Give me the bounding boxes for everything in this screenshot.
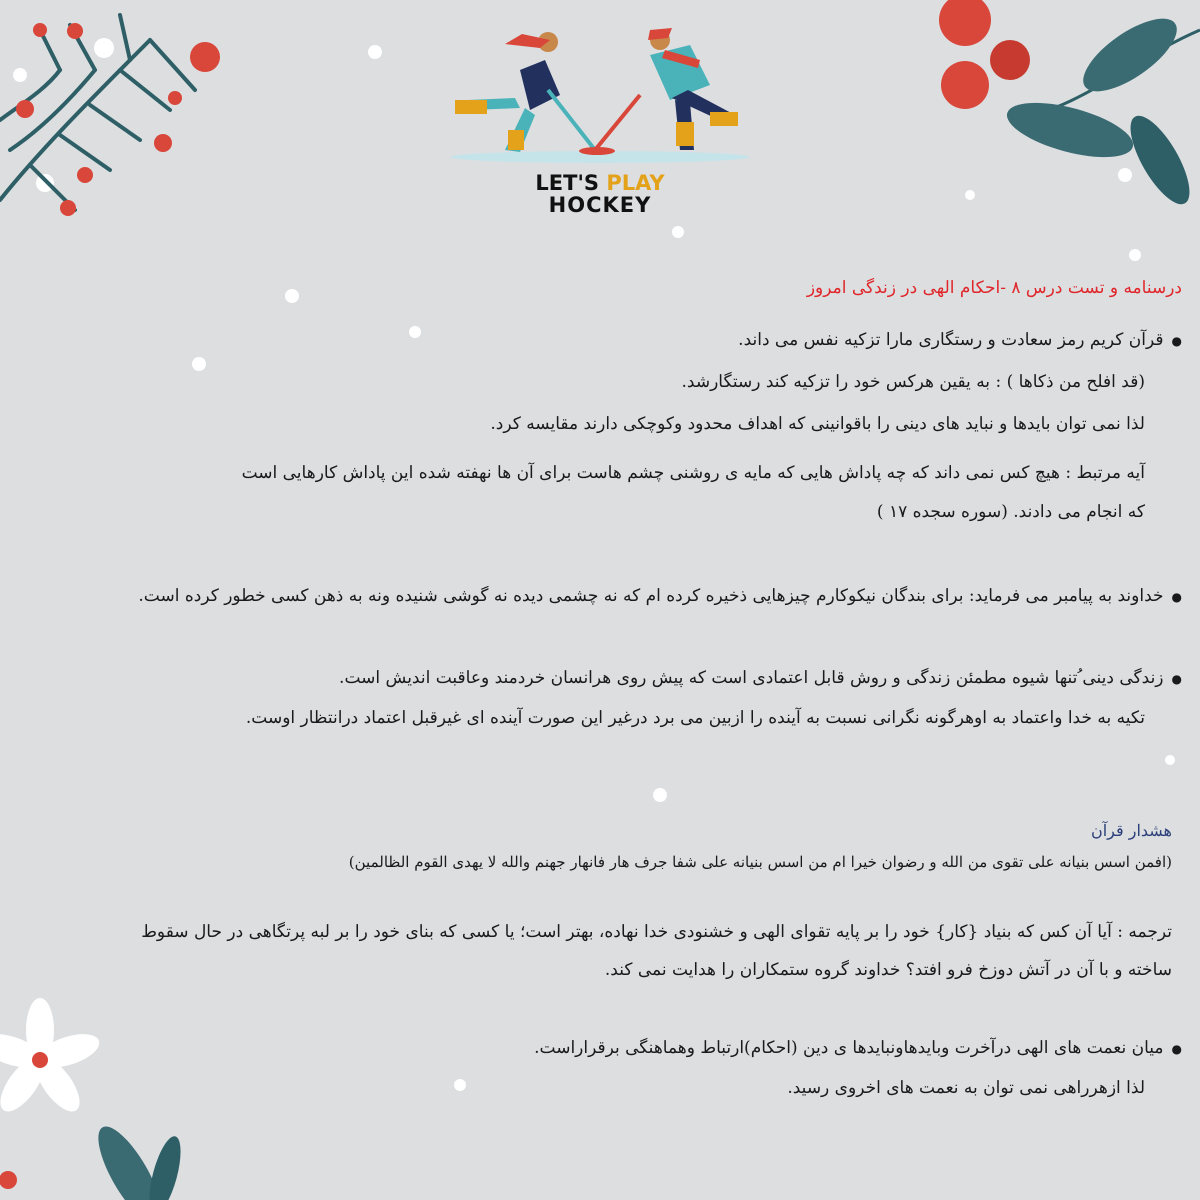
section1-line5: که انجام می دادند. (سوره سجده ۱۷ ) [876, 502, 1145, 522]
section1-line1: ● قرآن کریم رمز سعادت و رستگاری مارا تزکیه نفس می داند. [20, 328, 1182, 354]
logo-play: PLAY [606, 171, 665, 195]
section3-line2: تکیه به خدا واعتماد به اوهرگونه نگرانی نسبت به آینده را ازبین می برد درغیر این صورت آینده ای غیرقبل اعتماد درانتظار اوست. [245, 708, 1145, 728]
quran-verse: (افمن اسس بنیانه علی تقوی من الله و رضوان خیرا ام من اسس بنیانه علی شفا جرف هار فانهار جهنم والله لا یهدی القوم الظالمین) [348, 853, 1172, 871]
section1-line4: آیه مرتبط : هیچ کس نمی داند که چه پاداش هایی که مایه ی روشنی چشم هاست برای آن ها نهفته شده این پاداش کارهایی است [241, 463, 1145, 483]
warning-heading: هشدار قرآن [1090, 821, 1172, 840]
section4-line2: لذا ازهرراهی نمی توان به نعمت های اخروی رسید. [787, 1078, 1145, 1098]
translation-line2: ساخته و با آن در آتش دوزخ فرو افتد؟ خداوند گروه ستمکاران را هدایت نمی کند. [604, 960, 1172, 980]
document-title: درسنامه و تست درس ۸ -احکام الهی در زندگی امروز [806, 278, 1182, 298]
section3-line1: ● زندگی دینی ُتنها شیوه مطمئن زندگی و روش قابل اعتمادی است که پیش روی هرانسان خردمند وعاقبت اندیش است. [20, 666, 1182, 692]
section2-line1: ● خداوند به پیامبر می فرماید: برای بندگان نیکوکارم چیزهایی ذخیره کرده ام که نه چشمی دیده نه گوشی شنیده ونه به ذهن کسی خطور کرده است. [20, 584, 1182, 610]
logo-hockey: HOCKEY [548, 193, 652, 217]
section1-line3: لذا نمی توان بایدها و نباید های دینی را باقوانینی که اهداف محدود وکوچکی دارند مقایسه کرد. [490, 414, 1145, 434]
logo-lets: LET'S [535, 171, 600, 195]
section4-line1: ● میان نعمت های الهی درآخرت وبایدهاونبایدها ی دین (احکام)ارتباط وهماهنگی برقراراست. [20, 1036, 1182, 1062]
section1-line2: (قد افلح من ذکاها ) : به یقین هرکس خود را تزکیه کند رستگارشد. [681, 372, 1145, 392]
translation-line1: ترجمه : آیا آن کس که بنیاد {کار} خود را بر پایه تقوای الهی و خشنودی خدا نهاده، بهتر است؛ یا کسی که بنای خود را بر لبه پرتگاهی در حال سقوط [141, 922, 1172, 942]
